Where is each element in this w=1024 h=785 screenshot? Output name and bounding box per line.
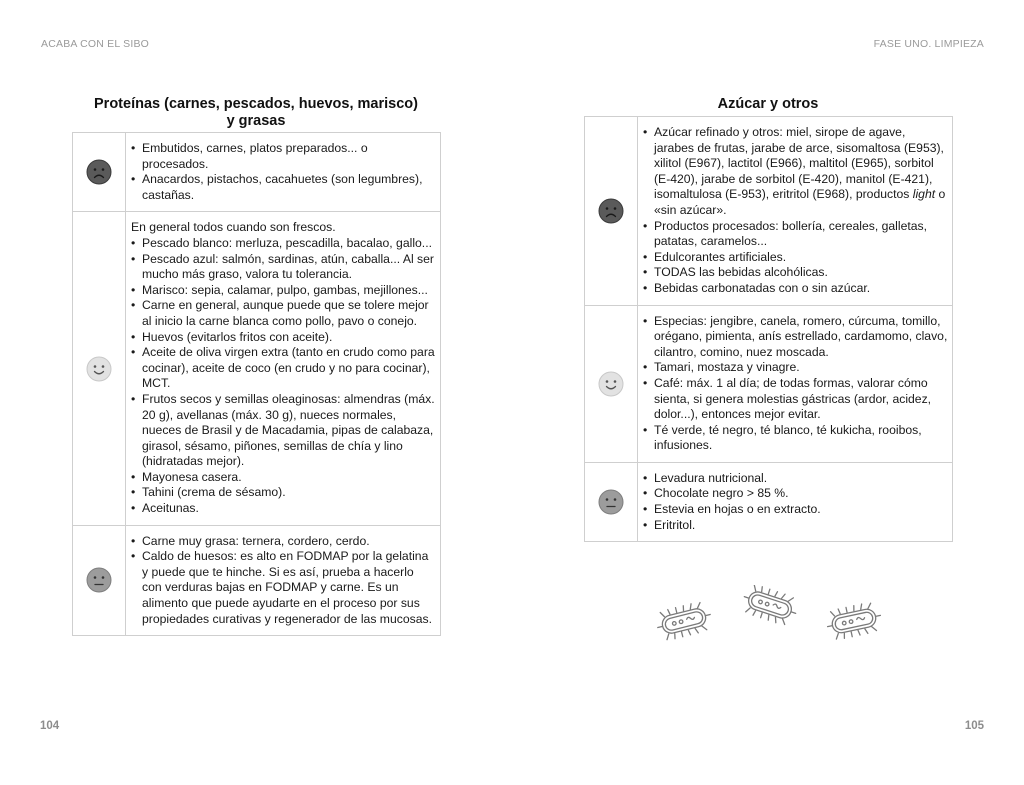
neutral-face-icon [598, 489, 624, 515]
face-cell [585, 305, 638, 462]
table-row-allowed [585, 305, 953, 462]
list-item: • Aceite de oliva virgen extra (tanto en crudo como para cocinar), aceite de coco (en crudo y no para cocinar), MCT. [131, 345, 436, 392]
list-item: • Pescado blanco: merluza, pescadilla, bacalao, gallo... [131, 236, 436, 252]
list-item [643, 125, 948, 219]
list-item: • Carne muy grasa: ternera, cordero, cerdo. [131, 534, 436, 550]
list-item: • Eritritol. [643, 518, 948, 534]
row-text [126, 212, 441, 525]
item-emphasis: light [912, 187, 936, 202]
row-text [638, 462, 953, 541]
happy-face-icon [86, 356, 112, 382]
list-item: • TODAS las bebidas alcohólicas. [643, 265, 948, 281]
list-item: • Café: máx. 1 al día; de todas formas, valorar cómo sienta, si genera molestias gástricas (ardor, acidez, dolor...), entonces mejor evitar. [643, 376, 948, 423]
bacteria-icon [824, 601, 883, 642]
list-item: • Chocolate negro > 85 %. [643, 486, 948, 502]
left-table-title [72, 96, 440, 130]
list-item: • Levadura nutricional. [643, 471, 948, 487]
proteins-fats-table [72, 132, 441, 636]
list-item: • Tamari, mostaza y vinagre. [643, 360, 948, 376]
face-cell [585, 462, 638, 541]
list-item: • Bebidas carbonatadas con o sin azúcar. [643, 281, 948, 297]
row-text [638, 117, 953, 306]
list-item: • Mayonesa casera. [131, 470, 436, 486]
item-text: o «sin azúcar». [654, 187, 946, 217]
neutral-face-icon [86, 567, 112, 593]
list-item: • Frutos secos y semillas oleaginosas: almendras (máx. 20 g), avellanas (máx. 30 g), nueces normales, nueces de Brasil y de Macadamia, pipas de calabaza, girasol, sésamo, piñones, semillas de chía y lino (hidratadas mejor). [131, 392, 436, 470]
table-row-avoid [73, 133, 441, 212]
sugar-others-table [584, 116, 953, 542]
row-text [638, 305, 953, 462]
list-item: • Carne en general, aunque puede que se tolere mejor al inicio la carne blanca como pollo, pavo o conejo. [131, 298, 436, 329]
table-row-moderate [585, 462, 953, 541]
bacteria-icon [654, 600, 714, 642]
face-cell [73, 212, 126, 525]
row-text [126, 133, 441, 212]
table-row-avoid [585, 117, 953, 306]
right-table-title: Azúcar y otros [717, 96, 819, 112]
list-item: • Huevos (evitarlos fritos con aceite). [131, 330, 436, 346]
happy-face-icon [598, 371, 624, 397]
left-title-line2: y grasas [226, 113, 286, 129]
table-row-allowed [73, 212, 441, 525]
page-number-right: 105 [964, 720, 984, 732]
list-item: • Edulcorantes artificiales. [643, 250, 948, 266]
page-number-left: 104 [40, 720, 60, 732]
list-item: • Anacardos, pistachos, cacahuetes (son legumbres), castañas. [131, 172, 436, 203]
face-cell [73, 525, 126, 636]
item-text: Azúcar refinado y otros: miel, sirope de agave, jarabes de frutas, jarabe de arce, sisomaltosa (E953), xilitol (E967), lactitol (E966), maltitol (E965), sorbitol (E-420), jarabe de sorbitol (E-420), manitol (E-421), isomaltulosa (E-953), eritritol (E968), productos [654, 125, 944, 202]
list-item: • Aceitunas. [131, 501, 436, 517]
left-title-line1: Proteínas (carnes, pescados, huevos, marisco) [94, 96, 418, 112]
sad-face-icon [598, 198, 624, 224]
list-item: • Embutidos, carnes, platos preparados... o procesados. [131, 141, 436, 172]
list-item: • Té verde, té negro, té blanco, té kukicha, rooibos, infusiones. [643, 423, 948, 454]
running-header-right: FASE UNO. LIMPIEZA [873, 38, 984, 50]
list-item: • Tahini (crema de sésamo). [131, 485, 436, 501]
list-item: • Productos procesados: bollería, cereales, galletas, patatas, caramelos... [643, 219, 948, 250]
table-row-moderate [73, 525, 441, 636]
bacteria-icon [740, 585, 801, 628]
face-cell [585, 117, 638, 306]
row-intro: En general todos cuando son frescos. [131, 220, 336, 235]
list-item: • Pescado azul: salmón, sardinas, atún, caballa... Al ser mucho más graso, valora tu tolerancia. [131, 252, 436, 283]
list-item: • Estevia en hojas o en extracto. [643, 502, 948, 518]
list-item: • Especias: jengibre, canela, romero, cúrcuma, tomillo, orégano, pimienta, anís estrellado, cardamomo, clavo, cilantro, comino, nuez moscada. [643, 314, 948, 361]
bacteria-illustration [650, 585, 890, 645]
list-item: • Marisco: sepia, calamar, pulpo, gambas, mejillones... [131, 283, 436, 299]
sad-face-icon [86, 159, 112, 185]
list-item: • Caldo de huesos: es alto en FODMAP por la gelatina y puede que te hinche. Si es así, prueba a hacerlo con verduras bajas en FODMAP y carne. Es un alimento que puede ayudarte en el proceso por sus propiedades curativas y regenerador de las mucosas. [131, 549, 436, 627]
face-cell [73, 133, 126, 212]
row-text [126, 525, 441, 636]
running-header-left: ACABA CON EL SIBO [41, 38, 150, 50]
